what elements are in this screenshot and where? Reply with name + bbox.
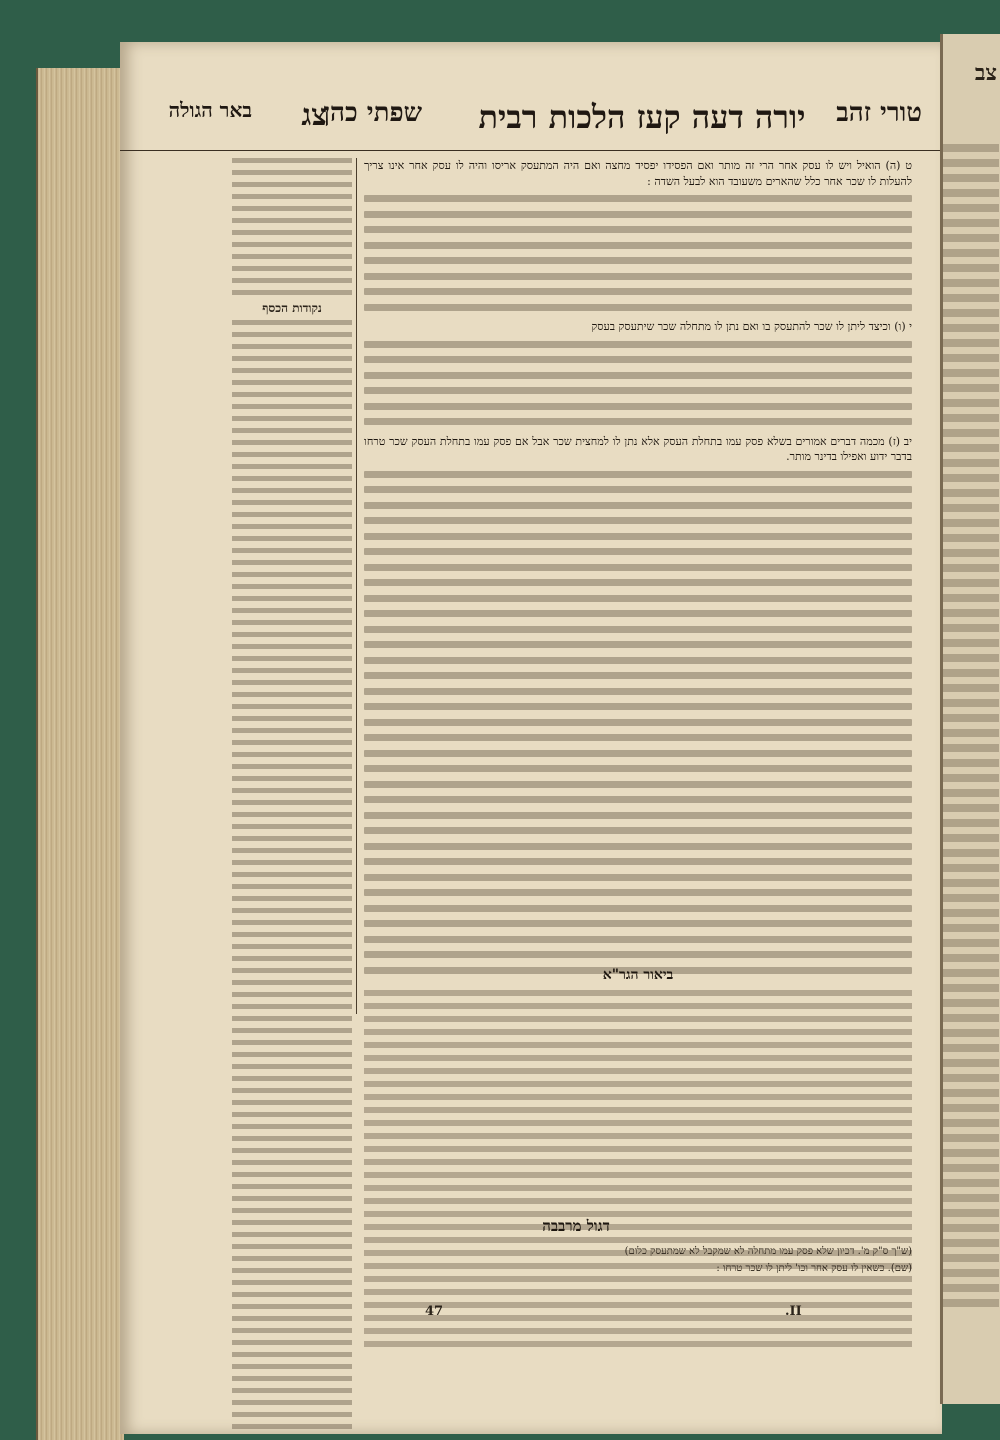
header-turei-zahav: טורי זהב bbox=[836, 98, 922, 128]
main-text-block-1 bbox=[364, 195, 912, 311]
dagul-line-1: (ש"ך ס"ק מ'. דכיון שלא פסק עמו מתחלה לא שמקבל לא שמתעסק כלום) bbox=[624, 1246, 912, 1257]
biur-hagra-title: ביאור הגר"א bbox=[602, 967, 674, 983]
header-siftei-cohen: שפתי כהן bbox=[323, 98, 422, 128]
nekudot-hakesef-heading: נקודות הכסף bbox=[262, 301, 322, 315]
footer-page-number: 47 bbox=[425, 1304, 444, 1319]
seif-yud-paragraph: י (ו) וכיצד ליתן לו שכר להתעסק בו ואם נתן לו מתחלה שכר שיתעסק בעסק bbox=[591, 320, 912, 333]
header-page-number: צג bbox=[301, 98, 327, 133]
facing-page-header: צב bbox=[974, 60, 997, 86]
book-page bbox=[120, 42, 942, 1434]
header-beer-hagolah: באר הגולה bbox=[168, 98, 252, 122]
seif-yud-bet-paragraph: יב (ז) מכמה דברים אמורים בשלא פסק עמו בתחלת העסק אלא נתן לו למחצית שכר אבל אם פסק עמו בתחלת העסק שכר טרחו בדבר ידוע ואפילו בדינר מותר. bbox=[364, 434, 912, 463]
main-text-block-2 bbox=[364, 341, 912, 426]
main-text-block-3 bbox=[364, 471, 912, 974]
dagul-line-2: (שם). כשאין לו עסק אחר וכו' ליתן לו שכר טרחו : bbox=[716, 1263, 912, 1274]
book-page-edges bbox=[36, 68, 124, 1440]
column-divider bbox=[356, 158, 357, 1014]
footer-volume: II. bbox=[785, 1304, 802, 1319]
main-intro-paragraph: ט (ה) הואיל ויש לו עסק אחר הרי זה מותר ואם הפסידו יפסיד מחצה ואם היה המתעסק אריסו והיה לו עסק אחר אינו צריך להעלות לו שכר אחר כלל שהארים משעובד הוא לבעל השדה : bbox=[364, 159, 912, 188]
facing-page-text bbox=[940, 144, 999, 1314]
dagul-merevava-title: דגול מרבבה bbox=[542, 1217, 610, 1235]
main-text-column bbox=[364, 158, 912, 982]
biur-hagra-text bbox=[364, 990, 912, 1347]
beer-hagolah-notes bbox=[232, 158, 352, 295]
header-title: יורה דעה קעז הלכות רבית bbox=[478, 98, 806, 136]
dagul-merevava-section bbox=[240, 1217, 912, 1280]
page-header bbox=[120, 90, 942, 151]
facing-page-edge bbox=[940, 34, 1000, 1404]
biur-hagra-section bbox=[364, 967, 912, 1354]
beer-hagolah-column bbox=[232, 158, 352, 1284]
